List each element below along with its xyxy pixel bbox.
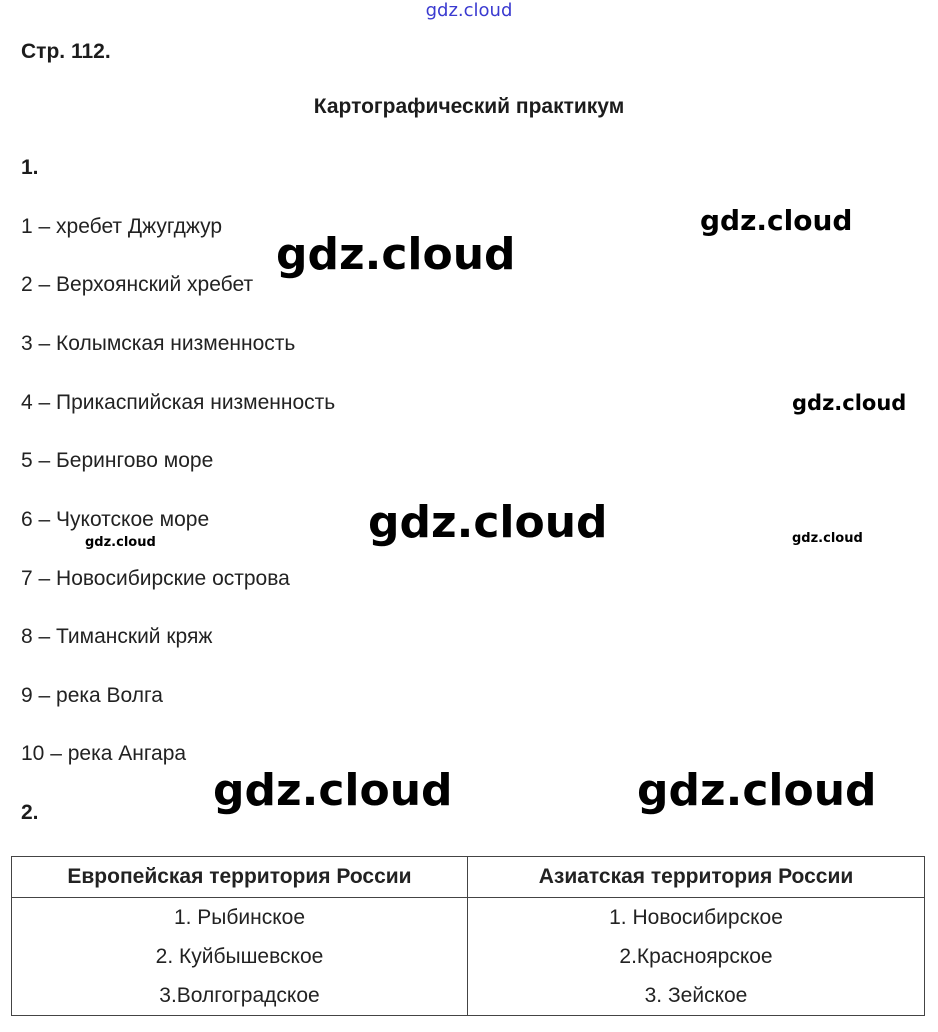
task-2-number: 2. [21,801,39,824]
table-header-row [12,857,925,898]
table-row [12,976,925,1016]
section-title: Картографический практикум [313,95,625,118]
list-item: 10 – река Ангара [21,742,187,765]
list-item: 5 – Берингово море [21,449,214,472]
list-item: 1 – хребет Джугджур [21,215,223,238]
watermark: gdz.cloud [85,535,156,550]
column-header-european: Европейская территория России [12,857,468,898]
watermark: gdz.cloud [792,391,907,415]
table-cell: 3.Волгоградское [12,976,468,1016]
column-header-asian: Азиатская территория России [468,857,925,898]
list-item: 7 – Новосибирские острова [21,567,290,590]
list-item: 8 – Тиманский кряж [21,625,213,648]
list-item: 4 – Прикаспийская низменность [21,391,336,414]
watermark: gdz.cloud [213,765,453,816]
page-number: Стр. 112. [21,40,111,63]
watermark: gdz.cloud [792,531,863,546]
reservoirs-table [11,856,925,1016]
watermark: gdz.cloud [700,204,853,237]
list-item: 2 – Верхоянский хребет [21,273,254,296]
list-item: 9 – река Волга [21,684,163,707]
table-row [12,937,925,976]
list-item: 6 – Чукотское море [21,508,210,531]
table-row [12,898,925,938]
watermark: gdz.cloud [276,229,516,280]
table-cell: 1. Рыбинское [12,898,468,938]
top-watermark: gdz.cloud [425,0,513,21]
watermark: gdz.cloud [368,497,608,548]
table-cell: 2.Красноярское [468,937,925,976]
table-cell: 1. Новосибирское [468,898,925,938]
watermark: gdz.cloud [637,765,877,816]
table-cell: 3. Зейское [468,976,925,1016]
list-item: 3 – Колымская низменность [21,332,296,355]
table-cell: 2. Куйбышевское [12,937,468,976]
task-1-number: 1. [21,156,39,179]
